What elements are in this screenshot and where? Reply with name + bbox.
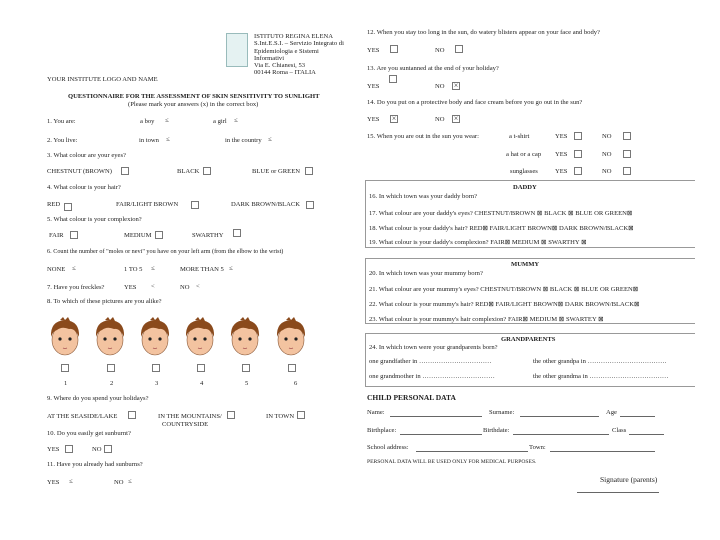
signature-field[interactable] <box>577 492 659 493</box>
q9-countryside: COUNTRYSIDE <box>162 421 209 428</box>
institute-line: S.Int.E.S.I. – Servizio Integrato di <box>254 40 344 48</box>
face-3-number: 3 <box>155 380 159 387</box>
q15-sunglasses-no: NO <box>602 168 612 175</box>
institute-line: 00144 Roma – ITALIA <box>254 69 316 77</box>
q15-hat-no-checkbox[interactable] <box>623 150 631 158</box>
q12-no-checkbox[interactable] <box>455 45 463 53</box>
q7-yes-mark[interactable]: < <box>151 283 155 290</box>
q10-no: NO <box>92 446 102 453</box>
grandparents-title: GRANDPARENTS <box>501 336 556 343</box>
q12-no: NO <box>435 47 445 54</box>
personal-data-title: CHILD PERSONAL DATA <box>367 393 456 402</box>
q4-fair: FAIR/LIGHT BROWN <box>116 201 179 208</box>
q7-no-mark[interactable]: < <box>196 283 200 290</box>
face-picture-6[interactable] <box>274 316 308 358</box>
institute-line: Via E. Chianesi, 53 <box>254 62 306 70</box>
q15-hat-yes-checkbox[interactable] <box>574 150 582 158</box>
q6-more-mark[interactable]: ≤ <box>229 265 233 272</box>
q14-no-checkbox[interactable]: × <box>453 114 459 123</box>
q1-boy-mark[interactable]: ≤ <box>165 117 169 124</box>
q15-tshirt-yes: YES <box>555 133 568 140</box>
q14-no: NO <box>435 116 445 123</box>
q9-town: IN TOWN <box>266 413 295 420</box>
q14-yes-checkbox[interactable]: × <box>391 114 397 123</box>
q9-town-checkbox[interactable] <box>297 411 305 419</box>
page-subtitle: (Please mark your answers (x) in the correct box) <box>128 101 259 108</box>
q6-none: NONE <box>47 266 66 273</box>
q3-black: BLACK <box>177 168 200 175</box>
face-4-number: 4 <box>200 380 204 387</box>
q13-yes: YES <box>367 83 380 90</box>
face-4-checkbox[interactable] <box>197 364 205 372</box>
page-title: QUESTIONNAIRE FOR THE ASSESSMENT OF SKIN SENSITIVITY TO SUNLIGHT <box>68 93 320 100</box>
mummy-q22: 22. What colour is your mummy's hair? RED⊠ FAIR/LIGHT BROWN⊠ DARK BROWN/BLACK⊠ <box>369 301 640 308</box>
mummy-q20: 20. In which town was your mummy born? <box>369 270 483 277</box>
q3-chestnut: CHESTNUT (BROWN) <box>47 168 112 175</box>
q14-label: 14. Do you put on a protective body and face cream before you go out in the sun? <box>367 99 583 106</box>
town-label: Town: <box>529 444 546 451</box>
q2-label: 2. You live: <box>47 137 78 144</box>
q9-seaside-checkbox[interactable] <box>128 411 136 419</box>
q4-fair-checkbox[interactable] <box>191 201 199 209</box>
q14-yes: YES <box>367 116 380 123</box>
q5-label: 5. What colour is your complexion? <box>47 216 142 223</box>
q9-seaside: AT THE SEASIDE/LAKE <box>47 413 118 420</box>
grandfather-field[interactable]: one grandfather in …………………………… <box>369 358 492 365</box>
q15-tshirt-no: NO <box>602 133 612 140</box>
q6-label: 6. Count the number of "moles or nevi" you have on your left arm (from the elbow to the wrist) <box>47 248 284 255</box>
face-2-checkbox[interactable] <box>107 364 115 372</box>
q6-1to5-mark[interactable]: ≤ <box>151 265 155 272</box>
other-grandpa-field[interactable]: the other grandpa in ……………………………… <box>533 358 667 365</box>
q15-sunglasses-yes: YES <box>555 168 568 175</box>
institute-line: Informativi <box>254 54 285 62</box>
q6-1to5: 1 TO 5 <box>124 266 143 273</box>
q6-none-mark[interactable]: ≤ <box>72 265 76 272</box>
q5-swarthy-checkbox[interactable] <box>233 229 241 237</box>
q5-medium-checkbox[interactable] <box>155 231 163 239</box>
q12-yes: YES <box>367 47 380 54</box>
q11-label: 11. Have you already had sunburns? <box>47 461 143 468</box>
q15-hat-no: NO <box>602 151 612 158</box>
birthdate-field[interactable] <box>513 434 609 435</box>
q10-yes: YES <box>47 446 60 453</box>
face-picture-5[interactable] <box>228 316 262 358</box>
mummy-q21: 21. What colour are your mummy's eyes? CHESTNUT/BROWN ⊠ BLACK ⊠ BLUE OR GREEN⊠ <box>369 286 639 293</box>
q11-no: NO <box>114 479 124 486</box>
signature-label: Signature (parents) <box>600 475 658 484</box>
q11-yes-mark[interactable]: ≤ <box>69 478 73 485</box>
q1-label: 1. You are: <box>47 118 76 125</box>
face-picture-1[interactable] <box>48 316 82 358</box>
q4-label: 4. What colour is your hair? <box>47 184 121 191</box>
logo-placeholder: YOUR INSTITUTE LOGO AND NAME <box>47 76 158 83</box>
school-address-label: School address: <box>367 444 409 451</box>
birthplace-field[interactable] <box>400 434 482 435</box>
class-field[interactable] <box>629 434 664 435</box>
surname-label: Surname: <box>489 409 515 416</box>
q15-hat-yes: YES <box>555 151 568 158</box>
daddy-q17: 17. What colour are your daddy's eyes? CHESTNUT/BROWN ⊠ BLACK ⊠ BLUE OR GREEN⊠ <box>369 210 633 217</box>
q3-black-checkbox[interactable] <box>203 167 211 175</box>
q1-girl: a girl <box>213 118 227 125</box>
q1-girl-mark[interactable]: ≤ <box>234 117 238 124</box>
q5-swarthy: SWARTHY <box>192 232 224 239</box>
face-5-number: 5 <box>245 380 249 387</box>
daddy-q18: 18. What colour is your daddy's hair? RED⊠ FAIR/LIGHT BROWN⊠ DARK BROWN/BLACK⊠ <box>369 225 634 232</box>
grand-q24: 24. In which town were your grandparents born? <box>369 344 498 351</box>
age-label: Age <box>606 409 617 416</box>
q15-sunglasses-yes-checkbox[interactable] <box>574 167 582 175</box>
q4-dark-checkbox[interactable] <box>306 201 314 209</box>
q12-yes-checkbox[interactable] <box>390 45 398 53</box>
daddy-q16: 16. In which town was your daddy born? <box>369 193 478 200</box>
institute-name: ISTITUTO REGINA ELENA <box>254 33 333 40</box>
q6-more: MORE THAN 5 <box>180 266 224 273</box>
age-field[interactable] <box>620 416 655 417</box>
q10-yes-checkbox[interactable] <box>65 445 73 453</box>
mummy-title: MUMMY <box>511 261 540 268</box>
face-picture-3[interactable] <box>138 316 172 358</box>
q11-no-mark[interactable]: ≤ <box>128 478 132 485</box>
q2-town-mark[interactable]: ≤ <box>166 136 170 143</box>
q4-dark: DARK BROWN/BLACK <box>231 201 301 208</box>
q3-chestnut-checkbox[interactable] <box>121 167 129 175</box>
q4-red: RED <box>47 201 61 208</box>
institute-line: Epidemiologia e Sistemi <box>254 47 319 55</box>
name-label: Name: <box>367 409 385 416</box>
q2-town: in town <box>139 137 159 144</box>
institute-address <box>254 33 344 77</box>
q5-fair-checkbox[interactable] <box>70 231 78 239</box>
face-5-checkbox[interactable] <box>242 364 250 372</box>
daddy-q19: 19. What colour is your daddy's complexion? FAIR⊠ MEDIUM ⊠ SWARTHY ⊠ <box>369 239 587 246</box>
face-6-number: 6 <box>294 380 298 387</box>
q9-mountains-checkbox[interactable] <box>227 411 235 419</box>
q15-sunglasses: sunglasses <box>510 168 538 175</box>
q13-no-checkbox[interactable]: × <box>453 81 459 90</box>
q2-country: in the country <box>225 137 262 144</box>
q15-tshirt-yes-checkbox[interactable] <box>574 132 582 140</box>
face-2-number: 2 <box>110 380 114 387</box>
q7-label: 7. Have you freckles? <box>47 284 105 291</box>
q7-yes: YES <box>124 284 137 291</box>
q5-medium: MEDIUM <box>124 232 152 239</box>
q3-label: 3. What colour are your eyes? <box>47 152 126 159</box>
q9-label: 9. Where do you spend your holidays? <box>47 395 149 402</box>
q11-yes: YES <box>47 479 60 486</box>
mummy-q23: 23. What colour is your mummy's hair complexion? FAIR⊠ MEDIUM ⊠ SWARTEY ⊠ <box>369 316 604 323</box>
school-address-field[interactable] <box>416 451 528 452</box>
grandmother-field[interactable]: one grandmother in …………………………… <box>369 373 495 380</box>
face-1-checkbox[interactable] <box>61 364 69 372</box>
birthplace-label: Birthplace: <box>367 427 397 434</box>
q2-country-mark[interactable]: ≤ <box>268 136 272 143</box>
q15-sunglasses-no-checkbox[interactable] <box>623 167 631 175</box>
q8-label: 8. To which of these pictures are you alike? <box>47 298 162 305</box>
face-3-checkbox[interactable] <box>152 364 160 372</box>
q4-red-checkbox[interactable] <box>64 203 72 211</box>
q15-tshirt: a t-shirt <box>509 133 530 140</box>
privacy-note: PERSONAL DATA WILL BE USED ONLY FOR MEDICAL PURPOSES. <box>367 459 537 465</box>
q15-label: 15. When you are out in the sun you wear: <box>367 133 479 140</box>
q15-tshirt-no-checkbox[interactable] <box>623 132 631 140</box>
class-label: Class <box>612 427 627 434</box>
q3-blue: BLUE or GREEN <box>252 168 300 175</box>
q3-blue-checkbox[interactable] <box>305 167 313 175</box>
face-picture-4[interactable] <box>183 316 217 358</box>
daddy-title: DADDY <box>513 184 537 191</box>
q13-no: NO <box>435 83 445 90</box>
face-picture-2[interactable] <box>93 316 127 358</box>
q10-label: 10. Do you easily get sunburnt? <box>47 430 131 437</box>
face-6-checkbox[interactable] <box>288 364 296 372</box>
q15-hat: a hat or a cap <box>506 151 542 158</box>
q13-yes-checkbox[interactable] <box>389 75 397 83</box>
q13-label: 13. Are you suntanned at the end of your holiday? <box>367 65 499 72</box>
face-1-number: 1 <box>64 380 68 387</box>
q1-boy: a boy <box>140 118 155 125</box>
institute-logo <box>226 33 248 67</box>
name-field[interactable] <box>390 416 482 417</box>
other-grandma-field[interactable]: the other grandma in ……………………………… <box>533 373 669 380</box>
surname-field[interactable] <box>520 416 599 417</box>
q12-label: 12. When you stay too long in the sun, do watery blisters appear on your face and body? <box>367 29 600 36</box>
birthdate-label: Birthdate: <box>483 427 510 434</box>
q5-fair: FAIR <box>49 232 64 239</box>
q7-no: NO <box>180 284 190 291</box>
q9-mountains: IN THE MOUNTAINS/ <box>158 413 222 420</box>
town-field[interactable] <box>550 451 655 452</box>
q10-no-checkbox[interactable] <box>104 445 112 453</box>
